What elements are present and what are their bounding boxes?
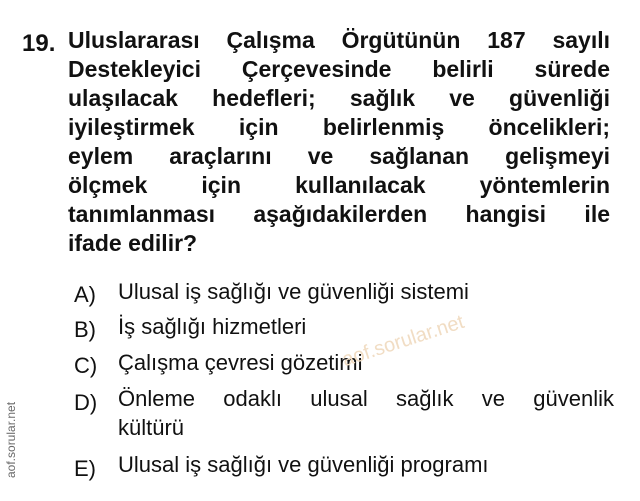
- option-a-letter[interactable]: A): [74, 282, 96, 307]
- question-line-3: ulaşılacak hedefleri; sağlık ve güvenliği: [68, 85, 610, 111]
- option-b-text[interactable]: İş sağlığı hizmetleri: [118, 314, 307, 339]
- question-line-2: Destekleyici Çerçevesinde belirli sürede: [68, 56, 610, 82]
- question-line-1: Uluslararası Çalışma Örgütünün 187 sayılı: [68, 27, 610, 53]
- question-line-8: ifade edilir?: [68, 230, 198, 256]
- option-c-text[interactable]: Çalışma çevresi gözetimi: [118, 350, 363, 375]
- question-line-7: tanımlanması aşağıdakilerden hangisi ile: [68, 201, 610, 227]
- option-d-letter[interactable]: D): [74, 390, 98, 415]
- watermark-diagonal: aof.sorular.net: [339, 310, 467, 372]
- option-d-text-line-1[interactable]: Önleme odaklı ulusal sağlık ve güvenlik: [118, 386, 614, 411]
- question-line-6: ölçmek için kullanılacak yöntemlerin: [68, 172, 610, 198]
- option-c-letter[interactable]: C): [74, 353, 98, 378]
- question-number: 19.: [22, 30, 56, 57]
- option-e-letter[interactable]: E): [74, 456, 96, 481]
- question-line-4: iyileştirmek için belirlenmiş öncelikleri;: [68, 114, 610, 140]
- watermark-side: aof.sorular.net: [4, 401, 18, 478]
- option-b-letter[interactable]: B): [74, 317, 96, 342]
- option-e-text[interactable]: Ulusal iş sağlığı ve güvenliği programı: [118, 452, 489, 477]
- option-d-text-line-2[interactable]: kültürü: [118, 415, 185, 440]
- question-line-5: eylem araçlarını ve sağlanan gelişmeyi: [68, 143, 610, 169]
- option-a-text[interactable]: Ulusal iş sağlığı ve güvenliği sistemi: [118, 279, 469, 304]
